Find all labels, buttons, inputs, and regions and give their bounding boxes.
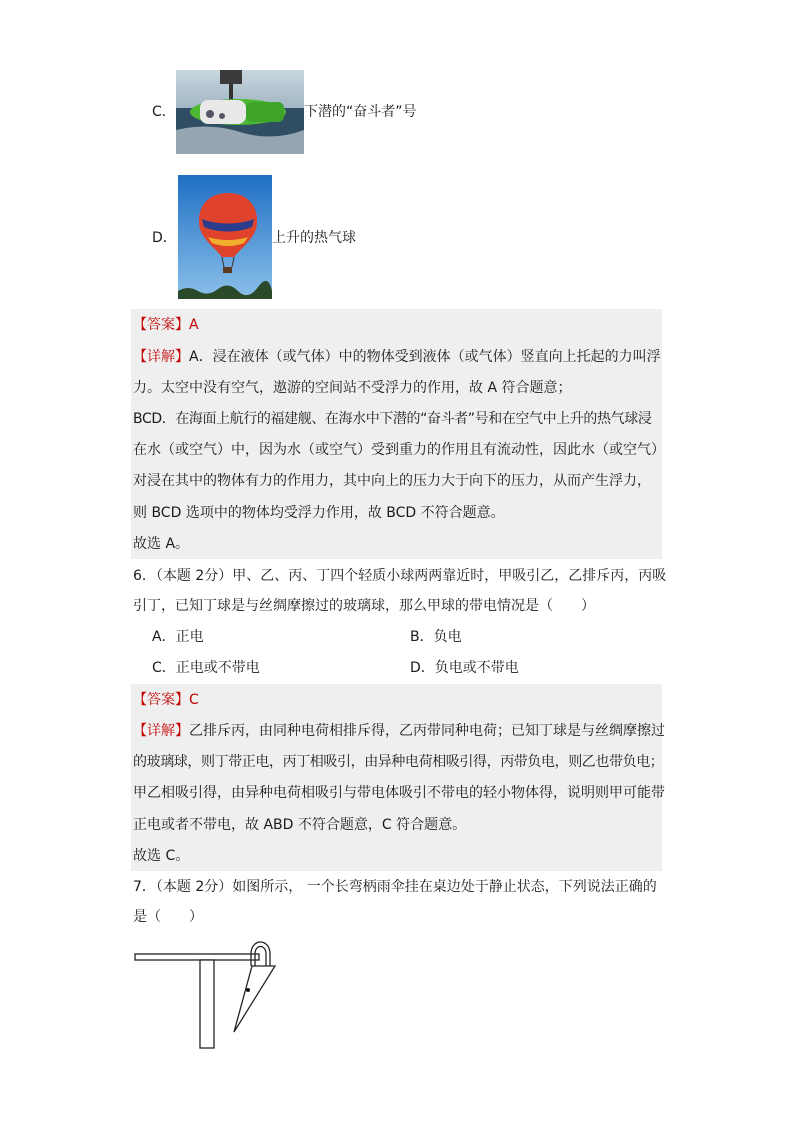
answer-line-q5 [133, 315, 199, 335]
submarine-image [176, 70, 304, 154]
table-top [135, 954, 259, 960]
detail-line: 力。太空中没有空气，遨游的空间站不受浮力的作用，故 A 符合题意； [133, 380, 572, 396]
detail-line: 的玻璃球，则丁带正电，丙丁相吸引，由异种电荷相吸引得，丙带负电，则乙也带负电； [133, 754, 664, 770]
hot-air-balloon-image [178, 175, 272, 299]
detail-line: 则 BCD 选项中的物体均受浮力作用，故 BCD 不符合题意。 [133, 505, 505, 521]
detail-line: 在水（或空气）中，因为水（或空气）受到重力的作用且有流动性，因此水（或空气） [133, 442, 665, 458]
detail-line: 故选 A。 [133, 536, 190, 552]
umbrella-on-table-diagram [130, 936, 280, 1054]
detail-label: 【详解】 [133, 349, 189, 365]
detail-text: 乙排斥丙，由同种电荷相排斥得，乙丙带同种电荷；已知丁球是与丝绸摩擦过 [189, 723, 665, 739]
answer-label: 【答案】 [133, 317, 189, 333]
answer-value: C [189, 692, 199, 708]
answer-value: A [189, 317, 199, 333]
option-a: A．正电 [152, 629, 204, 645]
detail-line: BCD．在海面上航行的福建舰、在海水中下潜的“奋斗者”号和在空气中上升的热气球浸 [133, 411, 652, 427]
detail-line: 故选 C。 [133, 848, 190, 864]
detail-line: 对浸在其中的物体有力的作用力，其中向上的压力大于向下的压力，从而产生浮力， [133, 473, 651, 489]
option-d: D．负电或不带电 [410, 660, 519, 676]
answer-line-q6 [133, 690, 199, 710]
option-b: B．负电 [410, 629, 462, 645]
detail-line [133, 347, 661, 367]
detail-line: 正电或者不带电，故 ABD 不符合题意，C 符合题意。 [133, 817, 467, 833]
table-leg [200, 960, 214, 1048]
detail-line: 甲乙相吸引得，由异种电荷相吸引与带电体吸引不带电的轻小物体得，说明则甲可能带 [133, 785, 665, 801]
option-d-letter: D． [152, 230, 177, 246]
answer-block-q6 [131, 684, 662, 871]
detail-text: A．浸在液体（或气体）中的物体受到液体（或气体）竖直向上托起的力叫浮 [189, 349, 661, 365]
answer-label: 【答案】 [133, 692, 189, 708]
detail-label: 【详解】 [133, 723, 189, 739]
option-d-caption: 上升的热气球 [272, 230, 356, 246]
question-6-stem: 引丁，已知丁球是与丝绸摩擦过的玻璃球，那么甲球的带电情况是（ ） [133, 598, 595, 614]
question-7-stem: 是（ ） [133, 909, 203, 925]
question-6-stem: 6．（本题 2分）甲、乙、丙、丁四个轻质小球两两靠近时，甲吸引乙，乙排斥丙，丙吸 [133, 568, 667, 584]
umbrella-body [234, 966, 275, 1032]
option-c-letter: C． [152, 104, 176, 120]
center-of-gravity-dot [246, 988, 250, 992]
option-c: C．正电或不带电 [152, 660, 260, 676]
question-7-stem: 7．（本题 2分）如图所示， 一个长弯柄雨伞挂在桌边处于静止状态，下列说法正确的 [133, 879, 657, 895]
detail-line [133, 721, 665, 741]
option-c-caption: 下潜的“奋斗者”号 [304, 104, 417, 120]
